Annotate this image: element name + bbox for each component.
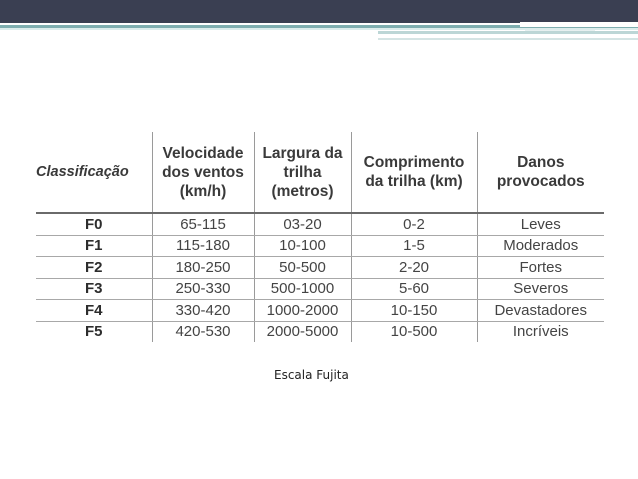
cell-largura: 10-100 bbox=[254, 235, 351, 257]
decorative-stripe bbox=[520, 22, 638, 27]
cell-danos: Fortes bbox=[477, 257, 604, 279]
cell-comprimento: 5-60 bbox=[351, 278, 477, 300]
fujita-scale-table bbox=[36, 132, 604, 342]
cell-classificacao: F3 bbox=[36, 278, 152, 300]
slide-top-bar bbox=[0, 0, 638, 23]
table-header-row bbox=[36, 132, 604, 213]
decorative-stripe bbox=[378, 31, 638, 34]
cell-largura: 03-20 bbox=[254, 213, 351, 235]
table-row bbox=[36, 300, 604, 322]
table-row bbox=[36, 278, 604, 300]
cell-velocidade: 330-420 bbox=[152, 300, 254, 322]
table-row bbox=[36, 257, 604, 279]
cell-classificacao: F5 bbox=[36, 321, 152, 342]
decorative-stripe bbox=[525, 30, 595, 31]
cell-largura: 500-1000 bbox=[254, 278, 351, 300]
cell-danos: Severos bbox=[477, 278, 604, 300]
cell-comprimento: 10-150 bbox=[351, 300, 477, 322]
cell-velocidade: 250-330 bbox=[152, 278, 254, 300]
cell-comprimento: 0-2 bbox=[351, 213, 477, 235]
cell-danos: Devastadores bbox=[477, 300, 604, 322]
cell-largura: 1000-2000 bbox=[254, 300, 351, 322]
cell-comprimento: 10-500 bbox=[351, 321, 477, 342]
header-largura: Largura da trilha (metros) bbox=[254, 132, 351, 213]
cell-danos: Leves bbox=[477, 213, 604, 235]
slide-caption: Escala Fujita bbox=[274, 368, 349, 382]
cell-comprimento: 1-5 bbox=[351, 235, 477, 257]
cell-velocidade: 420-530 bbox=[152, 321, 254, 342]
table-row bbox=[36, 235, 604, 257]
cell-danos: Moderados bbox=[477, 235, 604, 257]
cell-classificacao: F2 bbox=[36, 257, 152, 279]
cell-comprimento: 2-20 bbox=[351, 257, 477, 279]
cell-danos: Incríveis bbox=[512, 323, 569, 341]
cell-largura: 2000-5000 bbox=[254, 321, 351, 342]
cell-classificacao: F4 bbox=[36, 300, 152, 322]
header-velocidade: Velocidade dos ventos (km/h) bbox=[152, 132, 254, 213]
table-row bbox=[36, 213, 604, 235]
table-row bbox=[36, 321, 604, 342]
cell-velocidade: 115-180 bbox=[152, 235, 254, 257]
cell-classificacao: F1 bbox=[36, 235, 152, 257]
cell-classificacao: F0 bbox=[36, 213, 152, 235]
decorative-stripe bbox=[378, 38, 638, 40]
header-danos: Danos provocados bbox=[496, 154, 585, 190]
header-comprimento: Comprimento da trilha (km) bbox=[351, 132, 477, 213]
header-classificacao: Classificação bbox=[36, 132, 152, 213]
cell-velocidade: 180-250 bbox=[152, 257, 254, 279]
cell-velocidade: 65-115 bbox=[152, 213, 254, 235]
cell-largura: 50-500 bbox=[254, 257, 351, 279]
